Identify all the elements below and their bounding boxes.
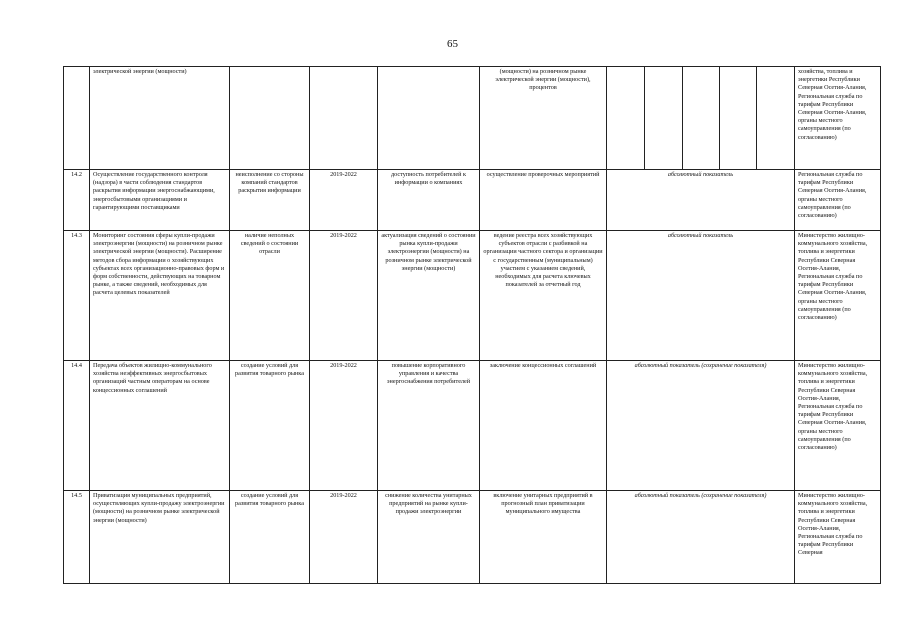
cell-period: 2019-2022 (310, 361, 378, 491)
cell-name: Приватизация муниципальных предприятий, осуществляющих купли-продажу электроэнергии (мощности) на розничном рынке электрической энергии (мощности) (90, 491, 230, 584)
cell-indicator: абсолютный показатель (сохранение показателя) (607, 491, 795, 584)
cell-measure: осуществление проверочных мероприятий (480, 170, 607, 231)
table-row (64, 491, 881, 584)
cell-measure: включение унитарных предприятий в прогнозный план приватизации муниципального имущества (480, 491, 607, 584)
cell-year-3 (683, 67, 720, 170)
cell-responsible: хозяйства, топлива и энергетики Республики Северная Осетия-Алания, Региональная служба по тарифам Республики Северная Осетия-Алания, органы местного самоуправления (по согласованию) (795, 67, 881, 170)
cell-num: 14.2 (64, 170, 90, 231)
cell-problem (230, 67, 310, 170)
cell-year-5 (757, 67, 795, 170)
cell-result: повышение корпоративного управления и качества энергоснабжения потребителей (378, 361, 480, 491)
cell-result (378, 67, 480, 170)
cell-year-2 (645, 67, 683, 170)
cell-problem: создание условий для развития товарного рынка (230, 491, 310, 584)
cell-name: Осуществление государственного контроля (надзора) в части соблюдения стандартов раскрытия информации энергоснабжающими, энергосбытовыми организациями и гарантирующими поставщиками (90, 170, 230, 231)
cell-year-4 (720, 67, 757, 170)
cell-responsible: Министерство жилищно-коммунального хозяйства, топлива и энергетики Республики Северная Осетия-Алания, Региональная служба по тарифам Республики Северная Осетия-Алания, органы местного самоуправления (по согласованию) (795, 231, 881, 361)
cell-responsible: Министерство жилищно-коммунального хозяйства, топлива и энергетики Республики Северная Осетия-Алания, Региональная служба по тарифам Республики Северная (795, 491, 881, 584)
cell-num: 14.4 (64, 361, 90, 491)
cell-problem: неисполнение со стороны компаний стандартов раскрытия информации (230, 170, 310, 231)
cell-result: доступность потребителей к информации о компаниях (378, 170, 480, 231)
page-number: 65 (447, 38, 458, 50)
cell-name: Мониторинг состояния сферы купли-продажи электроэнергии (мощности) на розничном рынке электрической энергии (мощности). Расширение методов сбора информации о хозяйствующих субъектах всех организационно-правовых форм и форм собственности, действующих на товарном рынке, а также сведений, необходимых для расчета целевых показателей (90, 231, 230, 361)
cell-year-1 (607, 67, 645, 170)
cell-num: 14.5 (64, 491, 90, 584)
cell-responsible: Министерство жилищно-коммунального хозяйства, топлива и энергетики Республики Северная Осетия-Алания, Региональная служба по тарифам Республики Северная Осетия-Алания, органы местного самоуправления (по согласованию) (795, 361, 881, 491)
table-row (64, 231, 881, 361)
measures-table (63, 66, 881, 584)
cell-indicator: абсолютный показатель (607, 170, 795, 231)
table-row-continuation (64, 67, 881, 170)
cell-period: 2019-2022 (310, 491, 378, 584)
cell-name: электрической энергии (мощности) (90, 67, 230, 170)
cell-num (64, 67, 90, 170)
cell-result: актуализация сведений о состоянии рынка купли-продажи электроэнергии (мощности) на розничном рынке электрической энергии (мощности) (378, 231, 480, 361)
cell-measure: заключение концессионных соглашений (480, 361, 607, 491)
cell-period: 2019-2022 (310, 170, 378, 231)
cell-problem: наличие неполных сведений о состоянии отрасли (230, 231, 310, 361)
cell-num: 14.3 (64, 231, 90, 361)
cell-outcome: (мощности) на розничном рынке электрической энергии (мощности), процентов (480, 67, 607, 170)
cell-period (310, 67, 378, 170)
cell-indicator: абсолютный показатель (607, 231, 795, 361)
cell-responsible: Региональная служба по тарифам Республики Северная Осетия-Алания, органы местного самоуправления (по согласованию) (795, 170, 881, 231)
table-row (64, 170, 881, 231)
cell-result: снижение количества унитарных предприятий на рынке купли-продажи электроэнергии (378, 491, 480, 584)
cell-problem: создание условий для развития товарного рынка (230, 361, 310, 491)
table-row (64, 361, 881, 491)
cell-name: Передача объектов жилищно-коммунального хозяйства неэффективных энергосбытовых организаций частным операторам на основе концессионных соглашений (90, 361, 230, 491)
cell-indicator: абсолютный показатель (сохранение показателя) (607, 361, 795, 491)
cell-measure: ведение реестра всех хозяйствующих субъектов отрасли с разбивкой на организации частного сектора и организации с государственным (муниципальным) участием с указанием сведений, необходимых для расчета ключевых показателей за отчетный год (480, 231, 607, 361)
cell-period: 2019-2022 (310, 231, 378, 361)
